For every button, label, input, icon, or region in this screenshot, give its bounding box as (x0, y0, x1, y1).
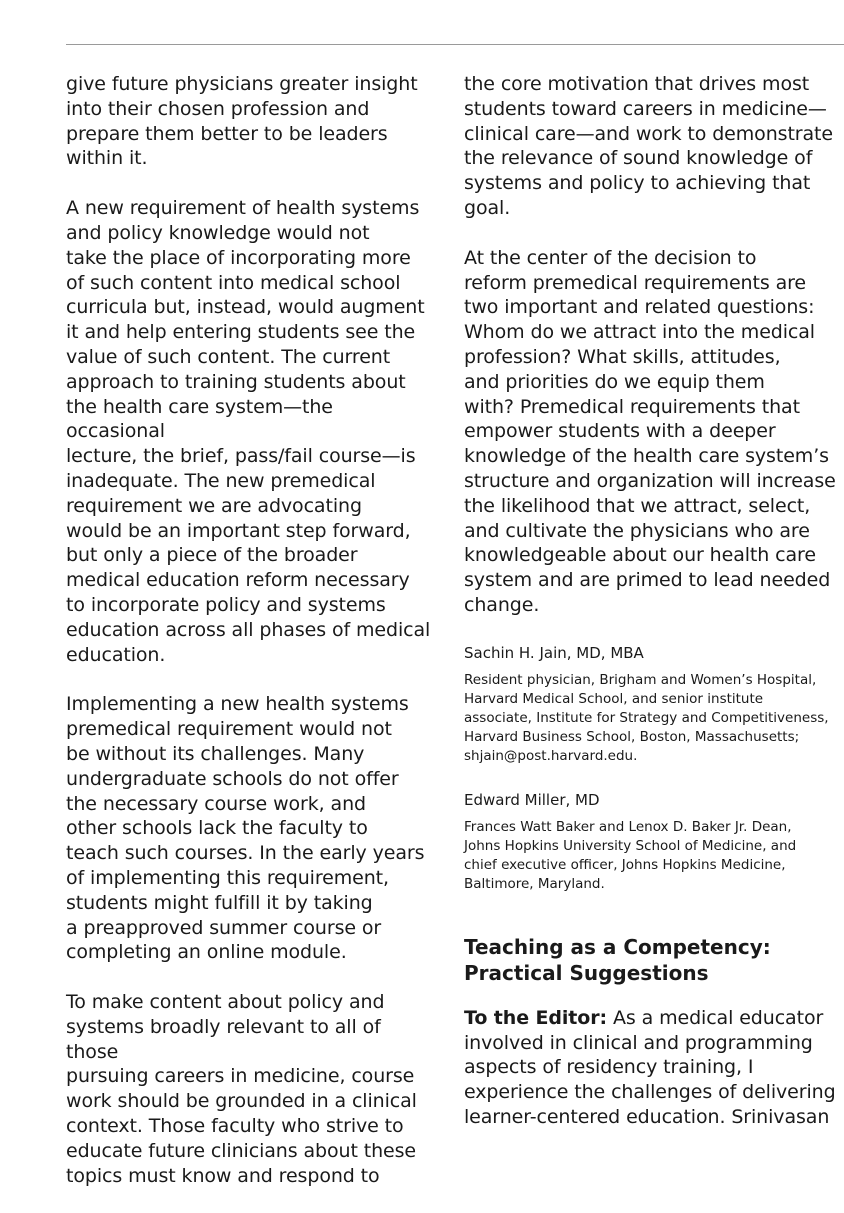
letter-text: As a medical educator involved in clinical and programming aspects of residency training, I experience the challenges of delivering learner-centered education. Srinivasan (464, 1006, 836, 1128)
body-paragraph: the core motivation that drives most students toward careers in medicine— clinical care—and work to demonstrate the relevance of sound knowledge of systems and policy to achieving that goal. (464, 73, 833, 219)
letter-lead: To the Editor: (464, 1006, 608, 1029)
body-paragraph: Implementing a new health systems premedical requirement would not be without its challenges. Many undergraduate schools do not offer the necessary course work, and other schools lack the faculty to teach such courses. In the early years of implementing this requirement, students might fulfill it by taking a preapproved summer course or completing an online module. (66, 693, 425, 964)
author-block (464, 643, 839, 766)
author-name: Sachin H. Jain, MD, MBA (464, 643, 644, 662)
body-paragraph: give future physicians greater insight into their chosen profession and prepare them better to be leaders within it. (66, 73, 418, 170)
body-paragraph: A new requirement of health systems and policy knowledge would not take the place of incorporating more of such content into medical school curricula but, instead, would augment it and help entering students see the value of such content. The current approach to training students about the health care system—the occasional lecture, the brief, pass/fail course—is inadequate. The new premedical requirement we are advocating would be an important step forward, but only a piece of the broader medical education reform necessary to incorporate policy and systems education across all phases of medical education. (66, 197, 431, 666)
author-affiliation: Resident physician, Brigham and Women’s Hospital, Harvard Medical School, and senior institute associate, Institute for Strategy and Competitiveness, Harvard Business School, Boston, Massachusetts; shjain@post.harvard.edu. (464, 671, 829, 764)
body-paragraph: At the center of the decision to reform premedical requirements are two important and related questions: Whom do we attract into the medical profession? What skills, attitudes, and priorities do we equip them with? Premedical requirements that empower students with a deeper knowledge of the health care system’s structure and organization will increase the likelihood that we attract, select, and cultivate the physicians who are knowledgeable about our health care system and are primed to lead needed change. (464, 246, 836, 616)
section-title: Teaching as a Competency: Practical Suggestions (464, 934, 771, 985)
left-column (66, 72, 431, 1213)
letter-paragraph (464, 1006, 839, 1130)
right-column (464, 72, 839, 1155)
author-block (464, 790, 839, 894)
author-affiliation: Frances Watt Baker and Lenox D. Baker Jr. Dean, Johns Hopkins University School of Medicine, and chief executive officer, Johns Hopkins Medicine, Baltimore, Maryland. (464, 818, 797, 892)
body-paragraph: To make content about policy and systems broadly relevant to all of those pursuing careers in medicine, course work should be grounded in a clinical context. Those faculty who strive to educate future clinicians about these topics must know and respond to (66, 991, 417, 1187)
author-name: Edward Miller, MD (464, 790, 600, 809)
top-rule (66, 44, 844, 45)
